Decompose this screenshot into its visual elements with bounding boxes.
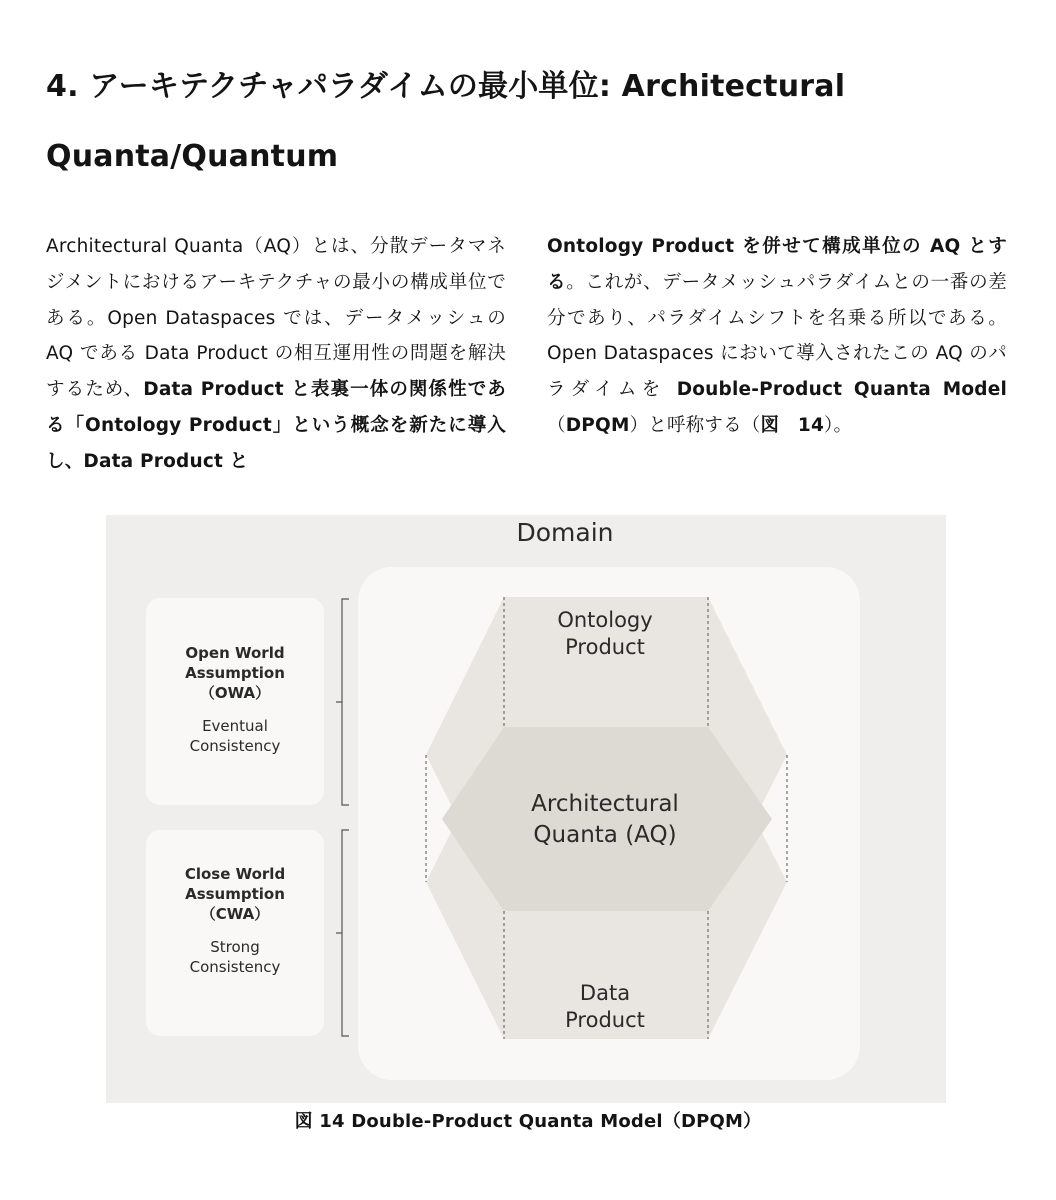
owa-title-line-1: Open World <box>185 644 285 662</box>
ontology-product-label <box>505 607 705 661</box>
data-product-label <box>505 980 705 1034</box>
ontology-product-label-line-2: Product <box>565 635 645 659</box>
domain-label: Domain <box>516 518 614 547</box>
dpqm-figure <box>106 515 946 1103</box>
cwa-title-line-2: Assumption <box>185 885 285 903</box>
section-heading-line-2: Quanta/Quantum <box>46 139 339 174</box>
section-heading-line-1: 4. アーキテクチャパラダイムの最小単位: Architectural <box>46 69 846 104</box>
architectural-quanta-label <box>495 789 715 851</box>
cwa-title-line-3: （CWA） <box>200 905 270 923</box>
cwa-bracket <box>336 830 349 1036</box>
owa-title-line-2: Assumption <box>185 664 285 682</box>
body-right-bold-3: DPQM <box>565 414 630 436</box>
ontology-product-label-line-1: Ontology <box>557 608 653 632</box>
body-right-text-1: 。これが、データメッシュパラダイムとの一番の差分であり、パラダイムシフトを名乗る所以である。Open Dataspaces において導入されたこの AQ のパラダイムを <box>547 271 1007 401</box>
section-heading <box>46 52 1006 192</box>
owa-bracket <box>336 599 349 805</box>
figure-caption: 図 14 Double-Product Quanta Model（DPQM） <box>294 1111 762 1132</box>
body-left-bold-text: Data Product と表裏一体の関係性である「Ontology Product」という概念を新たに導入し、Data Product と <box>46 379 507 472</box>
body-left-text: Architectural Quanta（AQ）とは、分散データマネジメントにおけるアーキテクチャの最小の構成単位である。Open Dataspaces では、データメッシュの AQ である Data Product の相互運用性の問題を解決するため、 <box>46 236 506 401</box>
owa-title-line-3: （OWA） <box>199 684 271 702</box>
architectural-quanta-label-line-1: Architectural <box>531 791 679 817</box>
owa-subtitle-line-2: Consistency <box>189 737 281 755</box>
body-right-bold-1: Ontology Product を併せて構成単位の AQ とする <box>547 236 1007 293</box>
cwa-subtitle-line-1: Strong <box>210 938 260 956</box>
data-product-label-line-1: Data <box>579 981 631 1005</box>
body-right-text-3: ）と呼称する（ <box>629 414 761 436</box>
body-right-text-4: ）。 <box>824 414 853 436</box>
owa-subtitle-line-1: Eventual <box>202 717 268 735</box>
body-right-column <box>547 229 1007 444</box>
cwa-subtitle-line-2: Consistency <box>189 958 281 976</box>
body-right-text-2: （ <box>547 414 566 436</box>
cwa-title-line-1: Close World <box>184 865 286 883</box>
body-right-bold-2: Double-Product Quanta Model <box>676 379 1007 401</box>
data-product-label-line-2: Product <box>565 1008 645 1032</box>
figure-reference-link: 図 14 <box>760 414 825 436</box>
body-left-column <box>46 229 506 480</box>
architectural-quanta-label-line-2: Quanta (AQ) <box>533 822 677 848</box>
